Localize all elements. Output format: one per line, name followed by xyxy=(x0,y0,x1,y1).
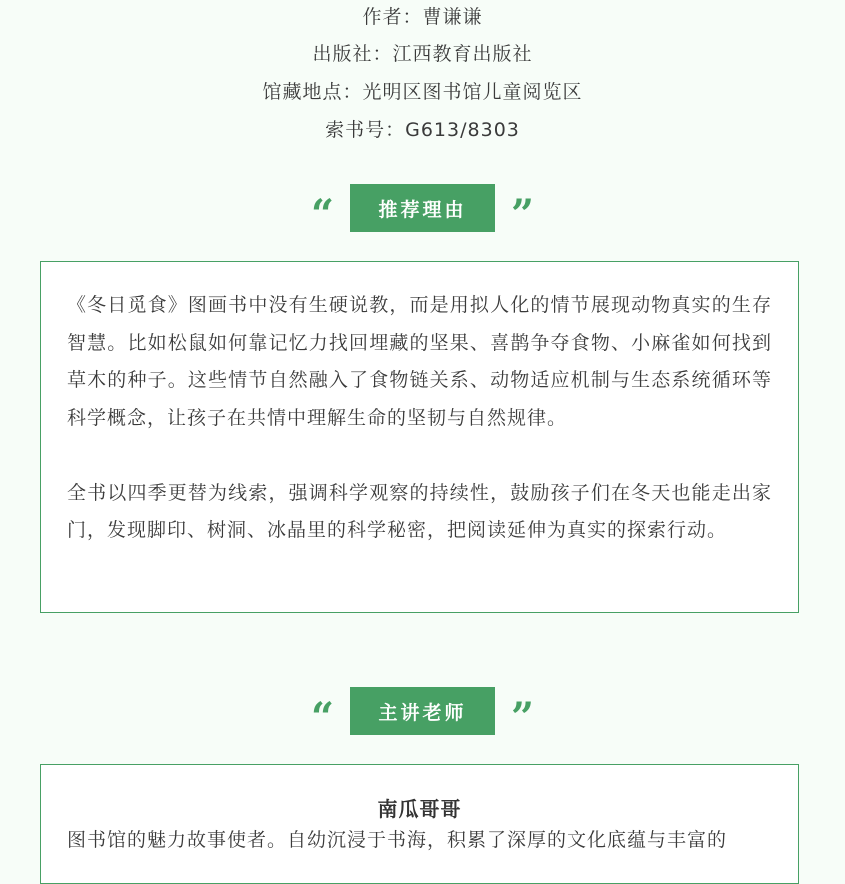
close-quote-icon: ” xyxy=(510,191,534,238)
open-quote-icon: “ xyxy=(310,191,334,238)
author-line: 作者：曹谦谦 xyxy=(362,6,483,28)
location-line: 馆藏地点：光明区图书馆儿童阅览区 xyxy=(262,81,583,103)
open-quote-icon: “ xyxy=(310,694,334,741)
speaker-header xyxy=(0,687,845,741)
publisher-line: 出版社：江西教育出版社 xyxy=(312,43,533,65)
recommendation-paragraph-2: 全书以四季更替为线索，强调科学观察的持续性，鼓励孩子们在冬天也能走出家门，发现脚印、树洞、冰晶里的科学秘密，把阅读延伸为真实的探索行动。 xyxy=(67,481,772,541)
call-number-line: 索书号：G613/8303 xyxy=(325,119,520,141)
recommendation-title: 推荐理由 xyxy=(350,184,495,232)
close-quote-icon: ” xyxy=(510,694,534,741)
speaker-name: 南瓜哥哥 xyxy=(377,797,462,821)
speaker-bio: 图书馆的魅力故事使者。自幼沉浸于书海，积累了深厚的文化底蕴与丰富的 xyxy=(67,829,728,851)
speaker-title: 主讲老师 xyxy=(350,687,495,735)
speaker-box xyxy=(40,764,799,884)
recommendation-box xyxy=(40,261,799,613)
recommendation-header xyxy=(0,184,845,238)
recommendation-paragraph-1: 《冬日觅食》图画书中没有生硬说教，而是用拟人化的情节展现动物真实的生存智慧。比如松鼠如何靠记忆力找回埋藏的坚果、喜鹊争夺食物、小麻雀如何找到草木的种子。这些情节自然融入了食物链关系、动物适应机制与生态系统循环等科学概念，让孩子在共情中理解生命的坚韧与自然规律。 xyxy=(67,294,772,429)
